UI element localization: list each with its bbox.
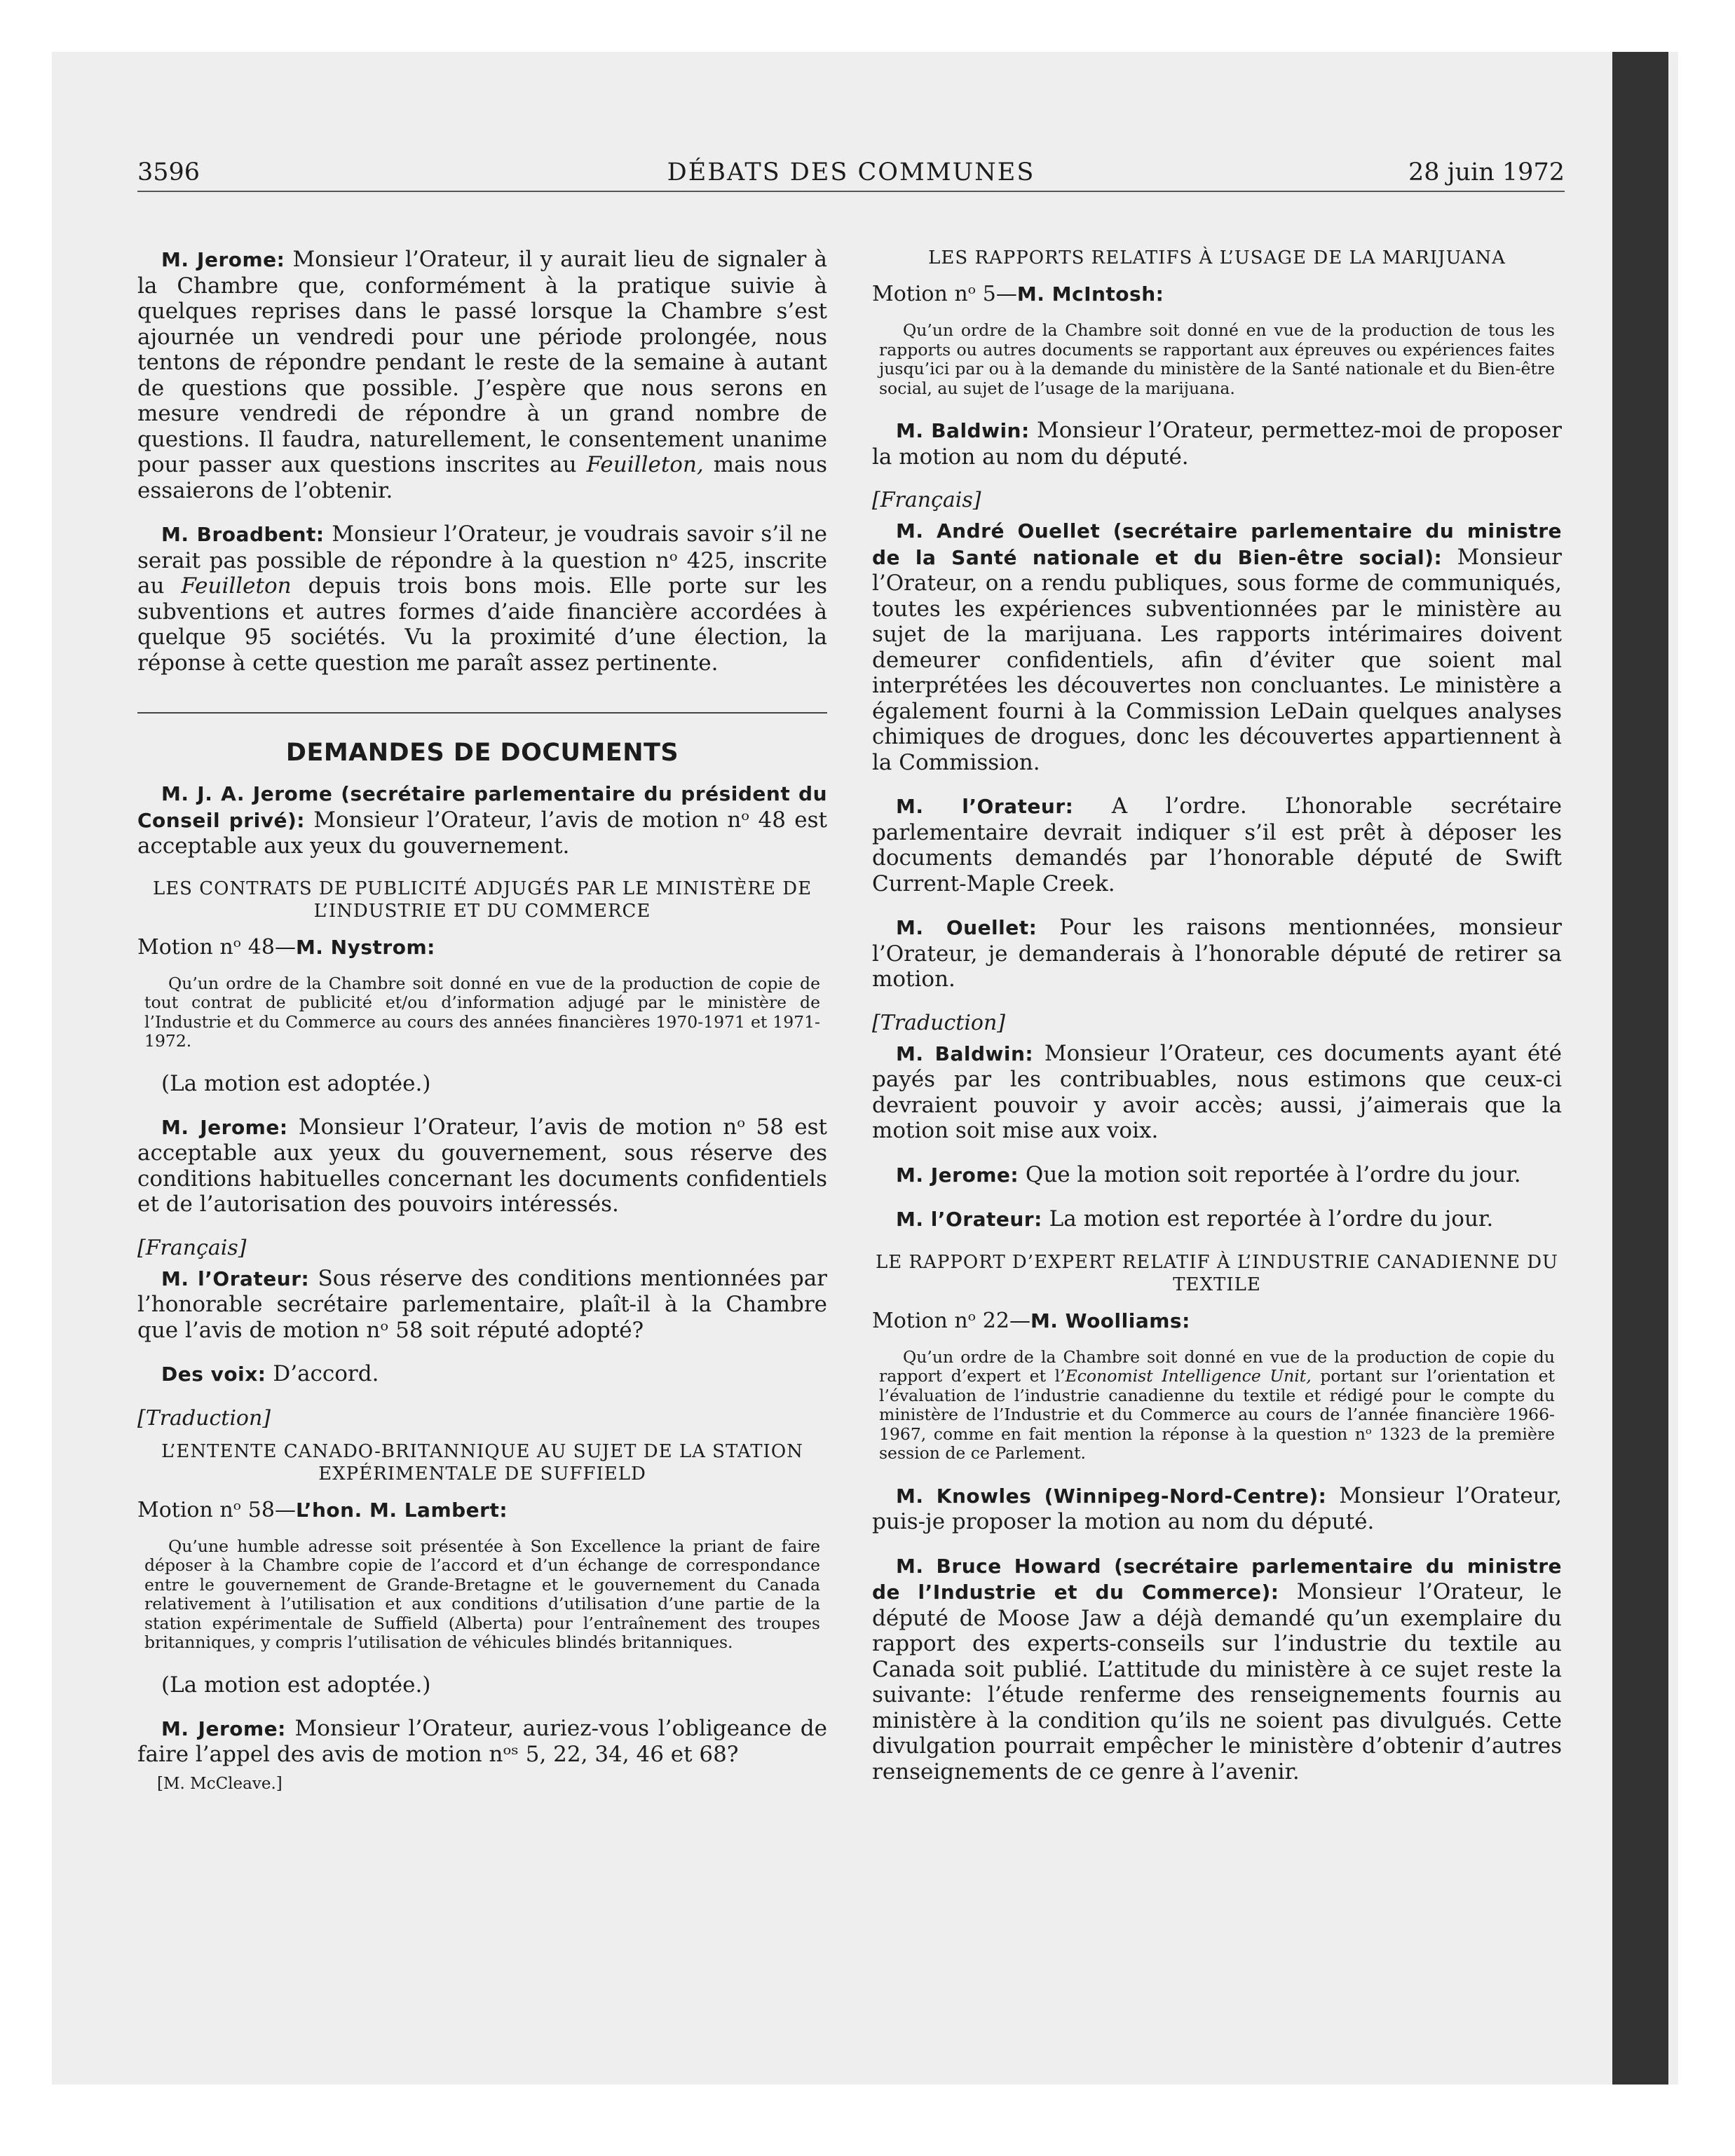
paragraph: M. l’Orateur: A l’ordre. L’honorable secrétaire parlementaire devrait indiquer s’il est prêt à déposer les documents demandés par l’honorable député de Swift Current-Maple Creek.: [872, 793, 1562, 896]
motion-subheading: LES CONTRATS DE PUBLICITÉ ADJUGÉS PAR LE MINISTÈRE DE L’INDUSTRIE ET DU COMMERCE: [152, 878, 812, 922]
paragraph: M. Broadbent: Monsieur l’Orateur, je voudrais savoir s’il ne serait pas possible de répondre à la question nᵒ 425, inscrite au Feuilleton depuis trois bons mois. Elle porte sur les subventions et autres formes d’aide financière accordées à quelque 95 sociétés. Vu la proximité d’une élection, la réponse à cette question me paraît assez pertinente.: [137, 521, 827, 676]
page-date: 28 juin 1972: [1408, 158, 1565, 186]
paragraph: M. Baldwin: Monsieur l’Orateur, permettez-moi de proposer la motion au nom du député.: [872, 418, 1562, 470]
paragraph: M. Knowles (Winnipeg-Nord-Centre): Monsieur l’Orateur, puis-je proposer la motion au nom du député.: [872, 1482, 1562, 1534]
speaker-name: L’hon. M. Lambert:: [295, 1498, 508, 1522]
paragraph: M. Jerome: Que la motion soit reportée à l’ordre du jour.: [896, 1161, 1521, 1187]
speaker-name: M. Jerome:: [161, 1115, 288, 1139]
motion-subheading: LES RAPPORTS RELATIFS À L’USAGE DE LA MARIJUANA: [928, 247, 1506, 268]
speaker-name: M. Broadbent:: [161, 523, 325, 546]
section-title: DEMANDES DE DOCUMENTS: [285, 739, 679, 767]
motion-subheading: LE RAPPORT D’EXPERT RELATIF À L’INDUSTRIE CANADIENNE DU TEXTILE: [876, 1251, 1558, 1295]
paragraph: M. Jerome: Monsieur l’Orateur, l’avis de motion nᵒ 58 est acceptable aux yeux du gouvernement, sous réserve des conditions habituelles concernant les documents confidentiels et de l’autorisation des pouvoirs intéressés.: [137, 1114, 827, 1217]
speaker-name: Des voix:: [161, 1363, 266, 1386]
speaker-name: M. Bruce Howard (secrétaire parlementaire du ministre de l’Industrie et du Commerce):: [872, 1554, 1562, 1604]
speaker-name: M. Baldwin:: [896, 1042, 1034, 1065]
speaker-name: M. l’Orateur:: [161, 1267, 310, 1290]
speaker-name: M. Baldwin:: [896, 419, 1030, 442]
page-number: 3596: [137, 158, 200, 186]
speaker-name: M. Woolliams:: [1030, 1309, 1190, 1332]
speaker-name: M. Jerome:: [161, 1717, 286, 1740]
paragraph: M. J. A. Jerome (secrétaire parlementaire du président du Conseil privé): Monsieur l’Orateur, l’avis de motion nᵒ 48 est acceptable aux yeux du gouvernement.: [137, 782, 827, 859]
speaker-name: M. l’Orateur:: [896, 1208, 1042, 1231]
paragraph: M. l’Orateur: La motion est reportée à l’ordre du jour.: [896, 1206, 1494, 1231]
speaker-name: M. Ouellet:: [896, 916, 1037, 939]
language-marker: [Français]: [137, 1235, 247, 1260]
motion-heading: Motion nᵒ 5—M. McIntosh:: [872, 282, 1164, 306]
paragraph: M. Baldwin: Monsieur l’Orateur, ces documents ayant été payés par les contribuables, nous estimons que ceux-ci devraient pouvoir y avoir accès; aussi, j’aimerais que la motion soit mise aux voix.: [872, 1040, 1562, 1143]
motion-adopted-note: (La motion est adoptée.): [161, 1070, 431, 1096]
reporter-initials: [M. McCleave.]: [157, 1774, 283, 1793]
motion-heading: Motion nᵒ 58—L’hon. M. Lambert:: [137, 1497, 508, 1522]
motion-text: Qu’un ordre de la Chambre soit donné en vue de la production de copie du rapport d’expert et l’Economist Intelligence Unit, portant sur l’orientation et l’évaluation de l’industrie canadienne du textile et rédigé pour le compte du ministère de l’Industrie et du Commerce au cours de l’année financière 1966-1967, comme en fait mention la réponse à la question nᵒ 1323 de la première session de ce Parlement.: [879, 1346, 1555, 1463]
journal-title: DÉBATS DES COMMUNES: [667, 158, 1035, 186]
paragraph: M. l’Orateur: Sous réserve des conditions mentionnées par l’honorable secrétaire parlementaire, plaît-il à la Chambre que l’avis de motion nᵒ 58 soit réputé adopté?: [137, 1265, 827, 1343]
motion-heading: Motion nᵒ 48—M. Nystrom:: [137, 934, 435, 960]
language-marker: [Traduction]: [872, 1010, 1006, 1035]
motion-text: Qu’un ordre de la Chambre soit donné en vue de la production de copie de tout contrat de publicité et/ou d’information adjugé par le ministère de l’Industrie et du Commerce au cours des années financières 1970-1971 et 1971-1972.: [144, 973, 820, 1051]
speaker-name: M. André Ouellet (secrétaire parlementaire du ministre de la Santé nationale et du Bien-être social):: [872, 519, 1562, 569]
paragraph: M. Bruce Howard (secrétaire parlementaire du ministre de l’Industrie et du Commerce): Monsieur l’Orateur, le député de Moose Jaw a déjà demandé qu’un exemplaire du rapport des experts-conseils sur l’industrie du textile au Canada soit publié. L’attitude du ministère à ce sujet reste la suivante: l’étude renferme des renseignements fournis au ministère à la condition qu’ils ne soient pas divulgués. Cette divulgation pourrait empêcher le ministère d’obtenir d’autres renseignements de ce genre à l’avenir.: [872, 1554, 1563, 1785]
paragraph: M. Jerome: Monsieur l’Orateur, auriez-vous l’obligeance de faire l’appel des avis de motion nᵒˢ 5, 22, 34, 46 et 68?: [137, 1715, 827, 1767]
paragraph: M. Ouellet: Pour les raisons mentionnées, monsieur l’Orateur, je demanderais à l’honorable député de retirer sa motion.: [872, 915, 1562, 992]
motion-subheading: L’ENTENTE CANADO-BRITANNIQUE AU SUJET DE LA STATION EXPÉRIMENTALE DE SUFFIELD: [161, 1440, 803, 1485]
speaker-name: M. Jerome:: [896, 1163, 1019, 1187]
page-header: [137, 158, 1565, 192]
section-divider: [137, 712, 827, 714]
left-column: [137, 247, 827, 1793]
scan-edge-shadow: [1612, 52, 1668, 2085]
paragraph: Des voix: D’accord.: [161, 1361, 379, 1386]
paragraph: M. Jerome: Monsieur l’Orateur, il y aurait lieu de signaler à la Chambre que, conformément à la pratique suivie à quelques reprises dans le passé lorsque la Chambre s’est ajournée un vendredi pour une période prolongée, nous tentons de répondre pendant le reste de la semaine à autant de questions que possible. J’espère que nous serons en mesure vendredi de répondre à un grand nombre de questions. Il faudra, naturellement, le consentement unanime pour passer aux questions inscrites au Feuilleton, mais nous essaierons de l’obtenir.: [137, 247, 827, 503]
speaker-name: M. J. A. Jerome (secrétaire parlementaire du président du Conseil privé):: [137, 782, 827, 832]
motion-text: Qu’une humble adresse soit présentée à Son Excellence la priant de faire déposer à la Chambre copie de l’accord et d’un échange de correspondance entre le gouvernement de Grande-Bretagne et le gouvernement du Canada relativement à l’utilisation et aux conditions d’utilisation d’une partie de la station expérimentale de Suffield (Alberta) pour l’entraînement des troupes britanniques, y compris l’utilisation de véhicules blindés britanniques.: [144, 1536, 820, 1652]
speaker-name: M. McIntosh:: [1016, 282, 1164, 306]
speaker-name: M. Knowles (Winnipeg-Nord-Centre):: [896, 1484, 1327, 1508]
language-marker: [Français]: [872, 488, 981, 512]
paragraph: M. André Ouellet (secrétaire parlementaire du ministre de la Santé nationale et du Bien-être social): Monsieur l’Orateur, on a rendu publiques, sous forme de communiqués, toutes les expériences subventionnées par le ministère au sujet de la marijuana. Les rapports intérimaires doivent demeurer confidentiels, afin d’éviter que soient mal interprétées les découvertes non concluantes. Le ministère a également fourni à la Commission LeDain quelques analyses chimiques de drogues, donc les découvertes appartiennent à la Commission.: [872, 519, 1562, 775]
motion-heading: Motion nᵒ 22—M. Woolliams:: [872, 1308, 1190, 1333]
speaker-name: M. Nystrom:: [295, 935, 435, 959]
speaker-name: M. Jerome:: [161, 248, 285, 271]
motion-text: Qu’un ordre de la Chambre soit donné en vue de la production de tous les rapports ou autres documents se rapportant aux épreuves ou expériences faites jusqu’ici par ou à la demande du ministère de la Santé nationale et du Bien-être social, au sujet de l’usage de la marijuana.: [879, 320, 1555, 398]
right-column: [872, 247, 1562, 1803]
language-marker: [Traduction]: [137, 1405, 271, 1431]
motion-adopted-note: (La motion est adoptée.): [161, 1672, 431, 1698]
speaker-name: M. l’Orateur:: [896, 795, 1074, 818]
